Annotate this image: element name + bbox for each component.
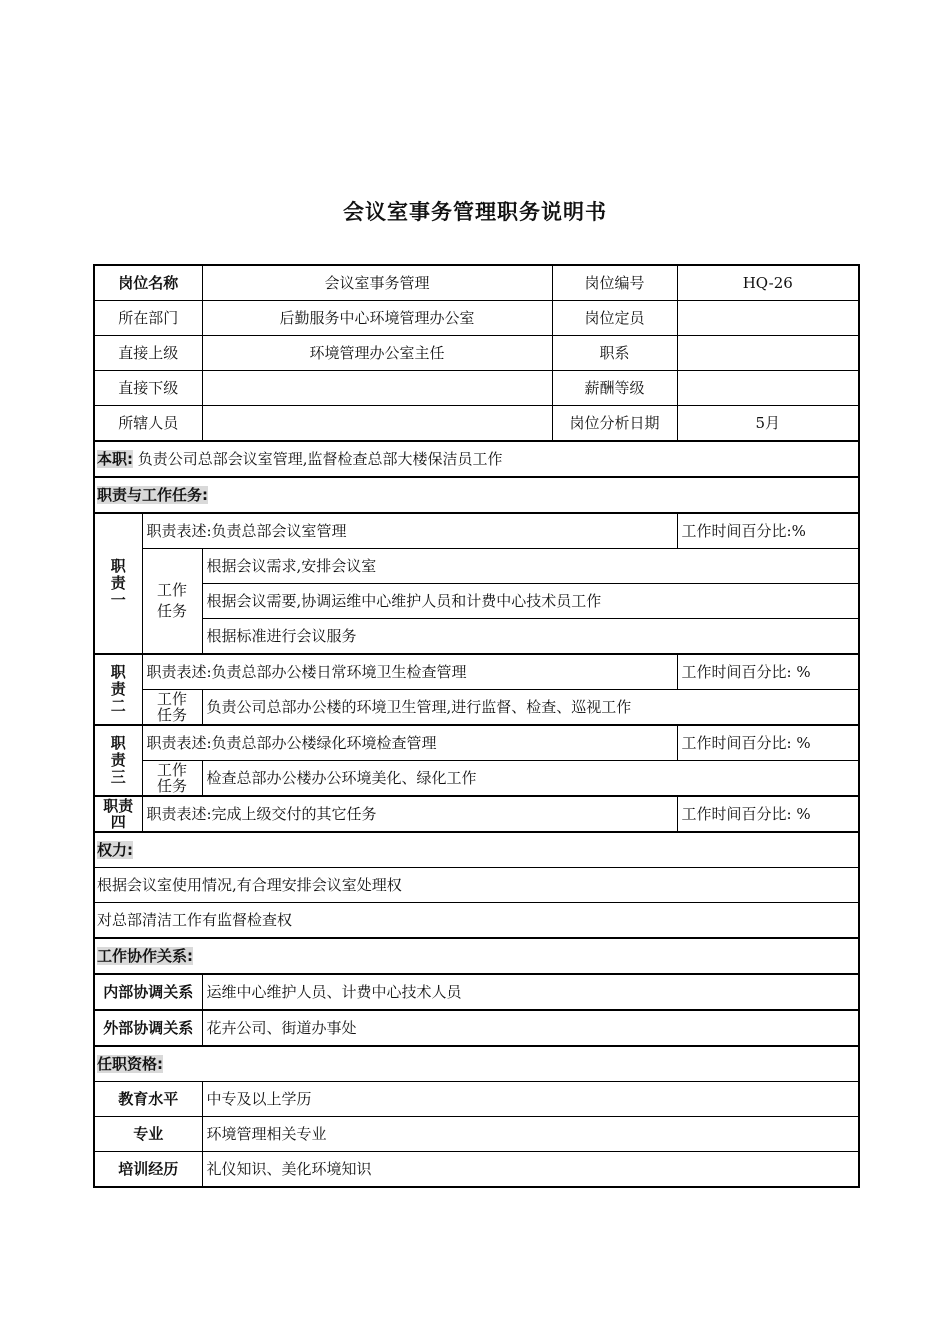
authority-item-2: 对总部清洁工作有监督检查权: [94, 903, 859, 939]
duty3-desc: 职责表述:负责总部办公楼绿化环境检查管理: [142, 725, 677, 761]
row-superior: [94, 336, 859, 371]
staffing-value: [677, 301, 859, 336]
page-title: 会议室事务管理职务说明书: [343, 200, 607, 224]
dept-label: 所在部门: [94, 301, 202, 336]
row-education: [94, 1082, 859, 1117]
row-duty3-desc: [94, 725, 859, 761]
duty2-task-label: 工作任务: [142, 690, 202, 726]
row-authority-2: [94, 903, 859, 939]
duty3-task: 检查总部办公楼办公环境美化、绿化工作: [202, 761, 859, 797]
salary-value: [677, 371, 859, 406]
row-authority-1: [94, 868, 859, 903]
analysis-date-label: 岗位分析日期: [552, 406, 677, 442]
staff-value: [202, 406, 552, 442]
superior-value: 环境管理办公室主任: [202, 336, 552, 371]
row-duties-header: [94, 477, 859, 513]
post-no-value: HQ-26: [677, 265, 859, 301]
post-name-value: 会议室事务管理: [202, 265, 552, 301]
subordinate-value: [202, 371, 552, 406]
education-value: 中专及以上学历: [202, 1082, 859, 1117]
duty4-desc: 职责表述:完成上级交付的其它任务: [142, 796, 677, 832]
qualifications-header: [94, 1046, 859, 1082]
training-value: 礼仪知识、美化环境知识: [202, 1152, 859, 1188]
salary-label: 薪酬等级: [552, 371, 677, 406]
staffing-label: 岗位定员: [552, 301, 677, 336]
duty2-desc: 职责表述:负责总部办公楼日常环境卫生检查管理: [142, 654, 677, 690]
row-duty3-task: [94, 761, 859, 797]
subordinate-label: 直接下级: [94, 371, 202, 406]
row-external-relations: [94, 1010, 859, 1046]
duty2-label: 职责二: [94, 654, 142, 725]
duty4-pct: 工作时间百分比: %: [677, 796, 859, 832]
qualifications-label: 任职资格:: [97, 1055, 164, 1073]
row-post-name: [94, 265, 859, 301]
row-duty1-task3: [94, 619, 859, 655]
superior-label: 直接上级: [94, 336, 202, 371]
duty1-task-label: 工作任务: [142, 549, 202, 655]
duty-summary-label: 本职:: [97, 450, 134, 468]
duty1-pct: 工作时间百分比:%: [677, 513, 859, 549]
duty3-label: 职责三: [94, 725, 142, 796]
row-authority-header: [94, 832, 859, 868]
job-description-table: [93, 264, 860, 1188]
duty-summary: [94, 441, 859, 477]
authority-label: 权力:: [97, 841, 134, 859]
row-duty-summary: [94, 441, 859, 477]
duty3-pct: 工作时间百分比: %: [677, 725, 859, 761]
row-subordinate: [94, 371, 859, 406]
duty2-pct: 工作时间百分比: %: [677, 654, 859, 690]
relations-label: 工作协作关系:: [97, 947, 194, 965]
duty2-task: 负责公司总部办公楼的环境卫生管理,进行监督、检查、巡视工作: [202, 690, 859, 726]
relations-header: [94, 938, 859, 974]
staff-label: 所辖人员: [94, 406, 202, 442]
authority-header: [94, 832, 859, 868]
post-no-label: 岗位编号: [552, 265, 677, 301]
analysis-date-value: 5月: [677, 406, 859, 442]
duties-header-label: 职责与工作任务:: [97, 486, 209, 504]
row-qualifications-header: [94, 1046, 859, 1082]
duty1-desc: 职责表述:负责总部会议室管理: [142, 513, 677, 549]
education-label: 教育水平: [94, 1082, 202, 1117]
row-staff: [94, 406, 859, 442]
duty1-label: 职责一: [94, 513, 142, 654]
duty1-task-2: 根据会议需要,协调运维中心维护人员和计费中心技术员工作: [202, 584, 859, 619]
duty1-task-3: 根据标准进行会议服务: [202, 619, 859, 655]
row-dept: [94, 301, 859, 336]
internal-relations-label: 内部协调关系: [94, 974, 202, 1010]
post-name-label: 岗位名称: [94, 265, 202, 301]
internal-relations-value: 运维中心维护人员、计费中心技术人员: [202, 974, 859, 1010]
duties-header: [94, 477, 859, 513]
row-internal-relations: [94, 974, 859, 1010]
row-duty1-task1: [94, 549, 859, 584]
duty4-label: 职责 四: [94, 796, 142, 832]
row-duty1-desc: [94, 513, 859, 549]
row-duty2-desc: [94, 654, 859, 690]
row-training: [94, 1152, 859, 1188]
external-relations-label: 外部协调关系: [94, 1010, 202, 1046]
series-value: [677, 336, 859, 371]
row-duty1-task2: [94, 584, 859, 619]
dept-value: 后勤服务中心环境管理办公室: [202, 301, 552, 336]
major-label: 专业: [94, 1117, 202, 1152]
row-relations-header: [94, 938, 859, 974]
row-duty2-task: [94, 690, 859, 726]
duty3-task-label: 工作任务: [142, 761, 202, 797]
duty1-task-1: 根据会议需求,安排会议室: [202, 549, 859, 584]
series-label: 职系: [552, 336, 677, 371]
authority-item-1: 根据会议室使用情况,有合理安排会议室处理权: [94, 868, 859, 903]
training-label: 培训经历: [94, 1152, 202, 1188]
row-major: [94, 1117, 859, 1152]
duty-summary-text: 负责公司总部会议室管理,监督检查总部大楼保洁员工作: [133, 450, 503, 468]
row-duty4-desc: [94, 796, 859, 832]
major-value: 环境管理相关专业: [202, 1117, 859, 1152]
external-relations-value: 花卉公司、街道办事处: [202, 1010, 859, 1046]
